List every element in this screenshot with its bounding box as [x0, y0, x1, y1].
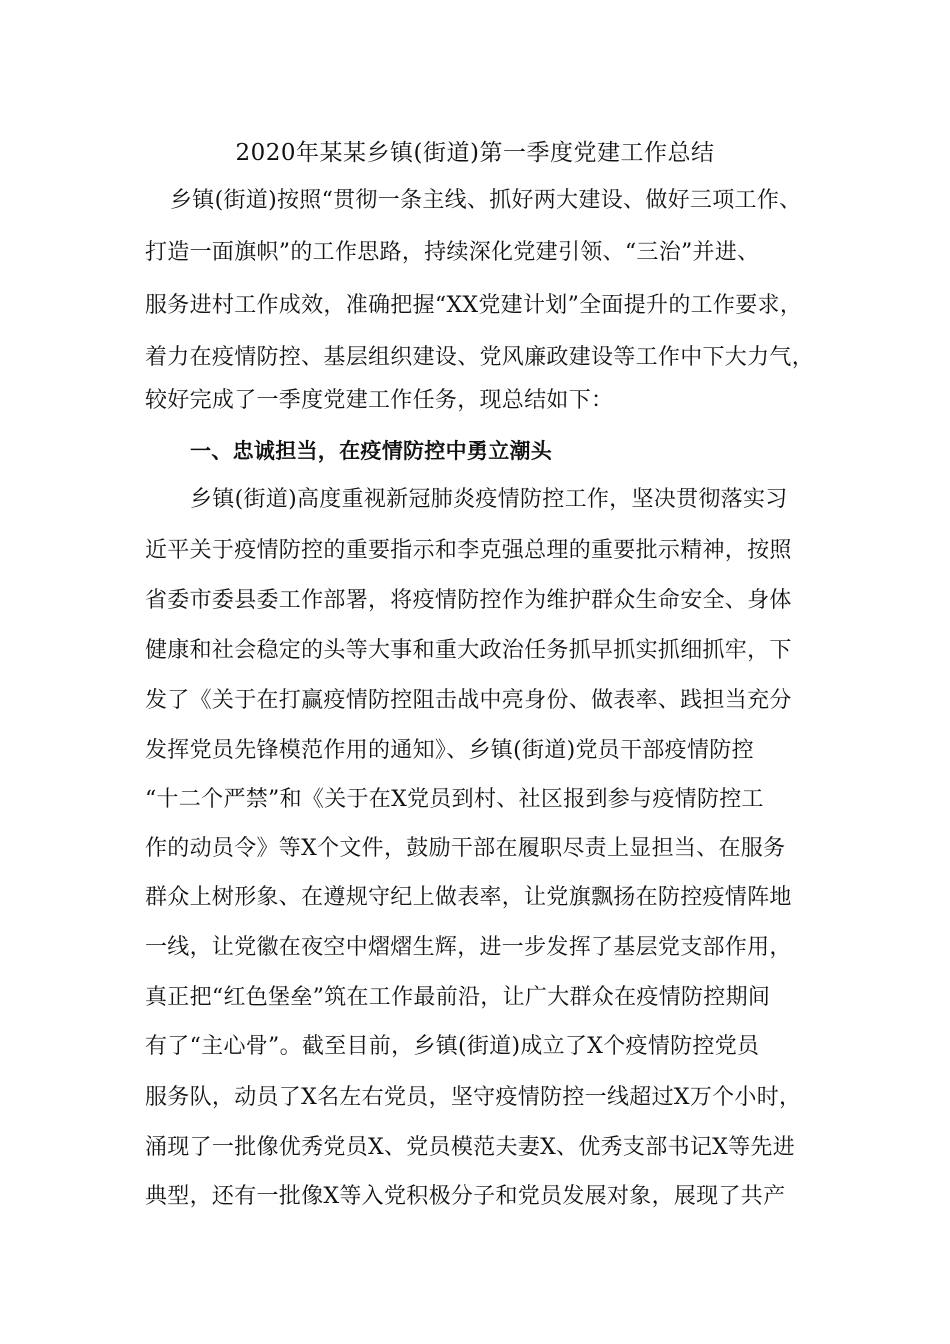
section-heading: 一、忠诚担当，在疫情防控中勇立潮头: [190, 439, 553, 463]
paragraph-line: 乡镇(街道)高度重视新冠肺炎疫情防控工作，坚决贯彻落实习: [190, 487, 788, 512]
paragraph-line: 发了《关于在打赢疫情防控阻击战中亮身份、做表率、践担当充分: [145, 688, 792, 713]
paragraph-line: 近平关于疫情防控的重要指示和李克强总理的重要批示精神，按照: [145, 538, 792, 563]
paragraph-line: 发挥党员先锋模范作用的通知》、乡镇(街道)党员干部疫情防控: [145, 738, 754, 763]
intro-line: 服务进村工作成效，准确把握“XX党建计划”全面提升的工作要求，: [145, 293, 803, 318]
document-title: 2020年某某乡镇(街道)第一季度党建工作总结: [235, 140, 715, 166]
paragraph-line: 真正把“红色堡垒”筑在工作最前沿，让广大群众在疫情防控期间: [145, 985, 771, 1010]
intro-line: 着力在疫情防控、基层组织建设、党风廉政建设等工作中下大力气，: [145, 345, 815, 370]
paragraph-line: 群众上树形象、在遵规守纪上做表率，让党旗飘扬在防控疫情阵地: [145, 885, 792, 910]
intro-line: 乡镇(街道)按照“贯彻一条主线、抓好两大建设、做好三项工作、: [170, 188, 802, 213]
paragraph-line: 有了“主心骨”。截至目前，乡镇(街道)成立了X个疫情防控党员: [145, 1034, 760, 1059]
intro-line: 打造一面旗帜”的工作思路，持续深化党建引领、“三治”并进、: [145, 240, 760, 265]
paragraph-line: 健康和社会稳定的头等大事和重大政治任务抓早抓实抓细抓牢，下: [145, 638, 792, 663]
paragraph-line: 省委市委县委工作部署，将疫情防控作为维护群众生命安全、身体: [145, 588, 792, 613]
paragraph-line: 涌现了一批像优秀党员X、党员模范夫妻X、优秀支部书记X等先进: [145, 1135, 795, 1160]
paragraph-line: 典型，还有一批像X等入党积极分子和党员发展对象，展现了共产: [145, 1184, 786, 1209]
paragraph-line: 服务队，动员了X名左右党员，坚守疫情防控一线超过X万个小时，: [145, 1085, 802, 1110]
intro-line: 较好完成了一季度党建工作任务，现总结如下：: [145, 388, 614, 413]
paragraph-line: 一线，让党徽在夜空中熠熠生辉，进一步发挥了基层党支部作用，: [145, 935, 792, 960]
paragraph-line: 作的动员令》等X个文件，鼓励干部在履职尽责上显担当、在服务: [145, 836, 786, 861]
paragraph-line: “十二个严禁”和《关于在X党员到村、社区报到参与疫情防控工: [145, 787, 764, 812]
